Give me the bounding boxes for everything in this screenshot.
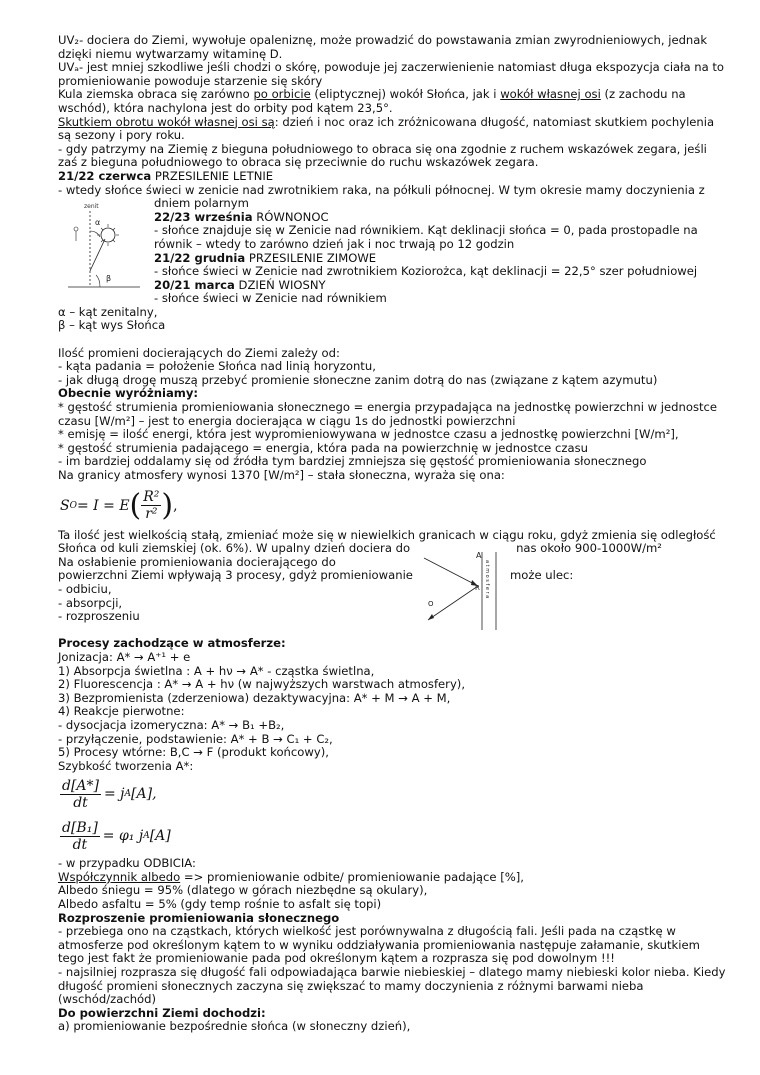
reflection-case: - w przypadku ODBICIA: [58,856,196,871]
season-winter-heading: 21/22 grudnia PRZESILENIE ZIMOWE [154,250,377,265]
attenuation-intro-2b: może ulec: [510,568,574,583]
ionization: Jonizacja: A* → A⁺¹ + e [58,649,191,664]
alpha-definition: α – kąt zenitalny, [58,304,158,319]
paragraph-effects: Skutkiem obrotu wokół własnej osi są: dzień i noc oraz ich zróżnicowana długość, natomiast skutkiem pochylenia są sezony i pory roku. [58,114,715,143]
def-flux-density: * gęstość strumienia promieniowania słonecznego = energia przypadająca na jednostkę powierzchni w jednostce czasu [W/m²] – jest to energia docierająca w ciągu 1s do jednostki powierzchni [58,400,718,428]
surface-a: a) promieniowanie bezpośrednie słońca (w słoneczny dzień), [58,1019,411,1034]
paragraph-uvb: UV₂- dociera do Ziemi, wywołuje opaleniznę, może prowadzić do powstawania zmian zwyrodnieniowych, jednak dzięki niemu wytwarzamy witaminę D. [58,33,708,61]
albedo-snow: Albedo śniegu = 95% (dlatego w górach niezbędne są okulary), [58,883,428,898]
svg-text:R: R [475,583,480,592]
svg-text:A: A [476,550,482,560]
sun-angle-diagram [60,201,146,297]
paragraph-pole-view: - gdy patrzymy na Ziemię z bieguna południowego to obraca się ona zgodnie z ruchem wskazówek zegara, jeśli zaś z bieguna południowego to obraca się przeciwnie do ruchu wskazówek zegara. [58,141,707,170]
season-autumn-desc: - słońce znajduje się w Zenicie nad równikiem. Kąt deklinacji słońca = 0, pada prostopadle na równik – wtedy to zarówno dzień jak i noc trwają po 12 godzin [154,223,698,251]
svg-text:α: α [95,218,101,228]
atmosphere-ray-diagram [420,550,512,632]
svg-text:β: β [106,274,112,284]
season-summer-desc-cont: dniem polarnym [154,196,249,211]
process-5: 5) Procesy wtórne: B,C → F (produkt końcowy), [58,745,329,760]
rate-label: Szybkość tworzenia A*: [58,758,194,773]
process-4a: - dysocjacja izomeryczna: A* → B₁ +B₂, [58,717,285,732]
process-absorption: - absorpcji, [58,595,123,610]
scattering-1: - przebiega ono na cząstkach, których wielkość jest porównywalna z długością fali. Jeśli pada na cząstkę w atmosferze pod określonym kątem to w wyniku oddziaływania promieniowania następuje załamanie, skutkiem tego jest fakt że promieniowanie pada pod określonym kątem a rozprasza się pod dowolnym !!! [58,924,700,966]
document-page [58,34,726,1034]
season-winter-desc: - słońce świeci w Zenicie nad zwrotnikiem Koziorożca, kąt deklinacji = 22,5° szer południowej [154,264,698,279]
rate-formula-a: $\frac{d[A*]}{dt}$ = j A [A], [62,777,157,811]
process-reflection: - odbiciu, [58,581,112,596]
rays-angle: - kąta padania = położenie Słońca nad linią horyzontu, [58,359,376,374]
def-incident-flux: * gęstość strumienia padającego = energia, która pada na powierzchnię w jednostce czasu [58,440,588,455]
season-summer-heading: 21/22 czerwca PRZESILENIE LETNIE [58,168,274,183]
atmosphere-label: a t m o s f e r a [484,559,490,599]
albedo-asphalt: Albedo asfaltu = 5% (gdy temp rośnie to asfalt się topi) [58,897,382,912]
heading-atmosphere-processes: Procesy zachodzące w atmosferze: [58,636,286,651]
attenuation-block [58,529,726,624]
heading-scattering: Rozproszenie promieniowania słonecznego [58,910,340,925]
process-4: 4) Reakcje pierwotne: [58,704,185,719]
heading-surface: Do powierzchni Ziemi dochodzi: [58,1005,266,1020]
def-emission: * emisję = ilość energi, która jest wypromieniowywana w jednostce czasu a jednostkę powierzchni [W/m²], [58,427,679,442]
season-autumn-heading: 22/23 września RÓWNONOC [154,209,329,224]
albedo-definition: Współczynnik albedo => promieniowanie odbite/ promieniowanie padające [%], [58,869,524,884]
solar-constant-formula: S O = I = E ( $\frac{\text{R²}}{\text{r²}}$ ) , [60,487,178,523]
rate-formula-b: $\frac{\text{d[B₁]}}{dt}$ = φ₁ j A [A] [62,819,171,853]
seasons-block [58,197,726,306]
scattering-2: - najsilniej rozprasza się długość fali odpowiadająca barwie niebieskiej – dlatego mamy niebieski kolor nieba. Kiedy długość promieni słonecznych zaczyna się zwiększać to mamy doczynienia z różnymi barwami nieba (wschód/zachód) [58,965,726,1007]
distance-note: - im bardziej oddalamy się od źródła tym bardziej zmniejsza się gęstość promieniowania słonecznego [58,454,647,469]
svg-text:O: O [428,599,434,608]
heading-currently: Obecnie wyróżniamy: [58,386,199,401]
season-summer-desc: - wtedy słońce świeci w zenicie nad zwrotnikiem raka, na półkuli północnej. W tym okresie mamy doczynienia z [58,182,705,197]
process-1: 1) Absorpcja świetlna : A + hν → A* - cząstka świetlna, [58,663,375,678]
season-spring-desc: - słońce świeci w Zenicie nad równikiem [154,291,387,306]
season-spring-heading: 20/21 marca DZIEŃ WIOSNY [154,277,326,292]
process-3: 3) Bezpromienista (zderzeniowa) dezaktywacyjna: A* + M → A + M, [58,690,451,705]
constant-variation: Ta ilość jest wielkością stałą, zmieniać może się w niewielkich granicach w ciągu roku, gdyż zmienia się odległość Słońca od kuli ziemskiej (ok. 6%). W upalny dzień dociera do nas około 900-1000W/m² [58,527,716,556]
sun-icon [101,228,115,242]
process-scattering: - rozproszeniu [58,609,140,624]
rays-path: - jak długą drogę muszą przebyć promienie słoneczne zanim dotrą do nas (związane z kątem azymutu) [58,372,658,387]
attenuation-intro-2: powierzchni Ziemi wpływają 3 procesy, gdyż promieniowanie [58,568,413,583]
beta-definition: β – kąt wys Słońca [58,318,166,333]
solar-constant: Na granicy atmosfery wynosi 1370 [W/m²] – stała słoneczna, wyraża się ona: [58,468,505,482]
paragraph-earth-rotation: Kula ziemska obraca się zarówno po orbicie (eliptycznej) wokół Słońca, jak i wokół własnej osi (z zachodu na wschód), która nachylona jest do orbity pod kątem 23,5°. [58,87,686,115]
attenuation-intro: Na osłabienie promieniowania docierającego do [58,554,336,569]
rays-intro: Ilość promieni docierających do Ziemi zależy od: [58,345,340,360]
process-2: 2) Fluorescencja : A* → A + hν (w najwyższych warstwach atmosfery), [58,677,466,692]
paragraph-uva: UVₐ- jest mniej szkodliwe jeśli chodzi o skórę, powoduje jej zaczerwienienie natomiast długa ekspozycja ciała na to promieniowanie powoduje starzenie się skóry [58,60,725,88]
diagram-zenith-label: zenit [84,203,99,211]
process-4b: - przyłączenie, podstawienie: A* + B → C₁ + C₂, [58,731,333,746]
